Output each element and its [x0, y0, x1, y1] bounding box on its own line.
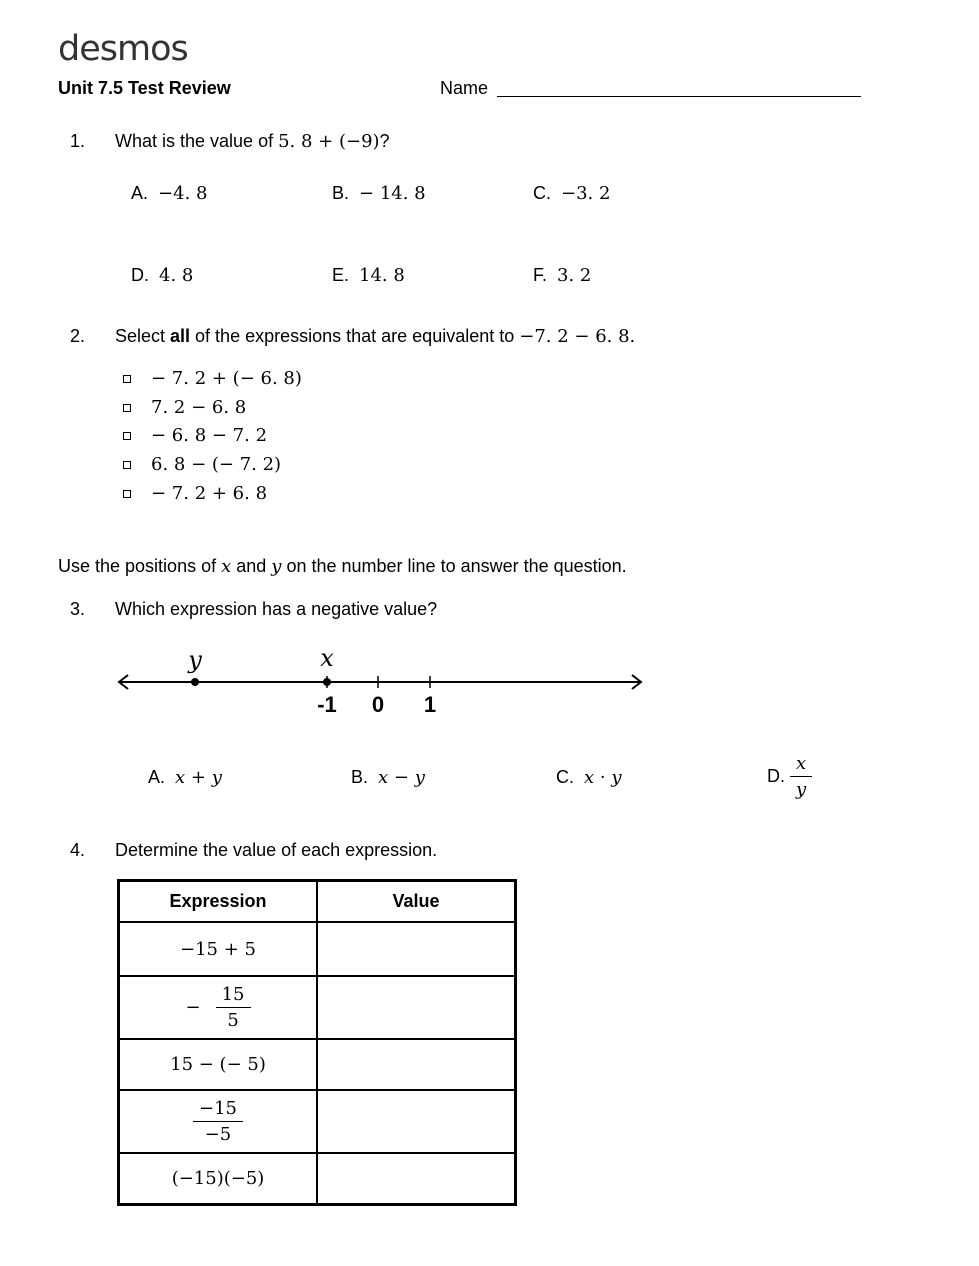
q1-prompt: [115, 131, 390, 152]
q1-option-e: [332, 265, 405, 286]
table-row: [119, 1090, 516, 1153]
checkbox[interactable]: [123, 375, 131, 383]
q3-option-c: [556, 767, 622, 788]
option-letter: C.: [533, 183, 551, 203]
option-letter: D.: [767, 766, 785, 786]
option-value: 4. 8: [159, 265, 194, 286]
option-value: − 14. 8: [359, 183, 426, 204]
q3-number: 3.: [70, 599, 86, 619]
tick-label-1: 1: [423, 692, 437, 717]
value-cell[interactable]: [317, 1039, 516, 1090]
q2-prompt-text: Select: [115, 326, 171, 346]
option-letter: B.: [351, 767, 369, 787]
checkbox[interactable]: [123, 490, 131, 498]
option-letter: E.: [332, 265, 350, 285]
header-value: Value: [317, 881, 516, 923]
tick-label-neg1: -1: [317, 692, 337, 717]
table-row: [119, 1153, 516, 1204]
q2-prompt: [115, 326, 635, 347]
option-letter: D.: [131, 265, 149, 285]
q2-prompt-math: −7. 2 − 6. 8.: [519, 326, 636, 347]
q2-prompt-text-mid: of the expressions that are equivalent to: [190, 326, 520, 346]
name-blank-line: [497, 96, 861, 97]
fraction: [216, 984, 251, 1031]
header-expression: Expression: [119, 881, 318, 923]
option-letter: C.: [556, 767, 574, 787]
table-row: [119, 922, 516, 976]
fraction-x-over-y: [790, 753, 812, 800]
q1-option-b: [332, 183, 426, 204]
point-label-x: x: [320, 644, 334, 672]
page-title: Unit 7.5 Test Review: [58, 78, 231, 98]
value-cell[interactable]: [317, 1090, 516, 1153]
q3-option-a: [148, 767, 222, 788]
point-label-y: y: [188, 646, 202, 674]
q4-number: 4.: [70, 840, 86, 860]
checkbox[interactable]: [123, 404, 131, 412]
option-value: x + y: [175, 767, 222, 788]
q2-choice-3: − 6. 8 − 7. 2: [151, 425, 268, 446]
q3-option-b: [351, 767, 425, 788]
option-letter: A.: [131, 183, 149, 203]
q1-prompt-text: What is the value of: [115, 131, 279, 151]
name-label: Name: [440, 78, 489, 98]
expression-cell: −15 + 5: [119, 922, 318, 976]
table-header-row: [119, 881, 516, 923]
negative-sign: −: [185, 997, 201, 1018]
desmos-logo: desmos: [58, 29, 188, 69]
option-value: −3. 2: [561, 183, 611, 204]
checkbox[interactable]: [123, 432, 131, 440]
instruction-part: and: [231, 556, 272, 576]
q1-option-c: [533, 183, 610, 204]
point-x: [323, 678, 331, 686]
q1-number: 1.: [70, 131, 86, 151]
option-value: −4. 8: [158, 183, 208, 204]
fraction-numerator: 15: [216, 984, 251, 1008]
q2-choice-5: − 7. 2 + 6. 8: [151, 483, 268, 504]
value-cell[interactable]: [317, 922, 516, 976]
q2-choice-4: 6. 8 − (− 7. 2): [151, 454, 282, 475]
expression-table: [117, 879, 517, 1206]
instruction-text: [58, 556, 627, 577]
fraction: [193, 1098, 243, 1145]
q1-option-a: [131, 183, 207, 204]
fraction-denominator: y: [796, 779, 807, 800]
fraction-numerator: −15: [193, 1098, 243, 1122]
q2-number: 2.: [70, 326, 86, 346]
q1-option-d: [131, 265, 193, 286]
expression-cell: (−15)(−5): [119, 1153, 318, 1204]
fraction-denominator: −5: [204, 1124, 232, 1145]
instruction-part: Use the positions of: [58, 556, 222, 576]
table-row: [119, 1039, 516, 1090]
table-row: [119, 976, 516, 1039]
fraction-numerator: x: [790, 753, 812, 777]
q3-option-d: [767, 753, 812, 800]
q3-prompt: Which expression has a negative value?: [115, 599, 438, 619]
q2-choice-2: 7. 2 − 6. 8: [151, 397, 247, 418]
q4-prompt: Determine the value of each expression.: [115, 840, 438, 860]
option-value: 14. 8: [359, 265, 405, 286]
value-cell[interactable]: [317, 1153, 516, 1204]
q2-choice-1: − 7. 2 + (− 6. 8): [151, 368, 302, 389]
fraction-denominator: 5: [227, 1010, 239, 1031]
option-value: x · y: [584, 767, 622, 788]
option-letter: B.: [332, 183, 350, 203]
number-line: [110, 640, 655, 720]
q1-prompt-end: ?: [379, 131, 390, 151]
q1-prompt-math: 5. 8 + (−9): [278, 131, 380, 152]
instruction-var-x: x: [221, 556, 232, 577]
expression-cell: [119, 976, 318, 1039]
q2-prompt-bold: all: [170, 326, 191, 346]
instruction-var-y: y: [271, 556, 282, 577]
option-value: 3. 2: [557, 265, 592, 286]
checkbox[interactable]: [123, 461, 131, 469]
value-cell[interactable]: [317, 976, 516, 1039]
option-value: x − y: [378, 767, 425, 788]
expression-cell: [119, 1090, 318, 1153]
instruction-part: on the number line to answer the question.: [281, 556, 627, 576]
option-letter: F.: [533, 265, 548, 285]
tick-label-0: 0: [371, 692, 385, 717]
point-y: [191, 678, 199, 686]
q1-option-f: [533, 265, 591, 286]
option-letter: A.: [148, 767, 166, 787]
expression-cell: 15 − (− 5): [119, 1039, 318, 1090]
